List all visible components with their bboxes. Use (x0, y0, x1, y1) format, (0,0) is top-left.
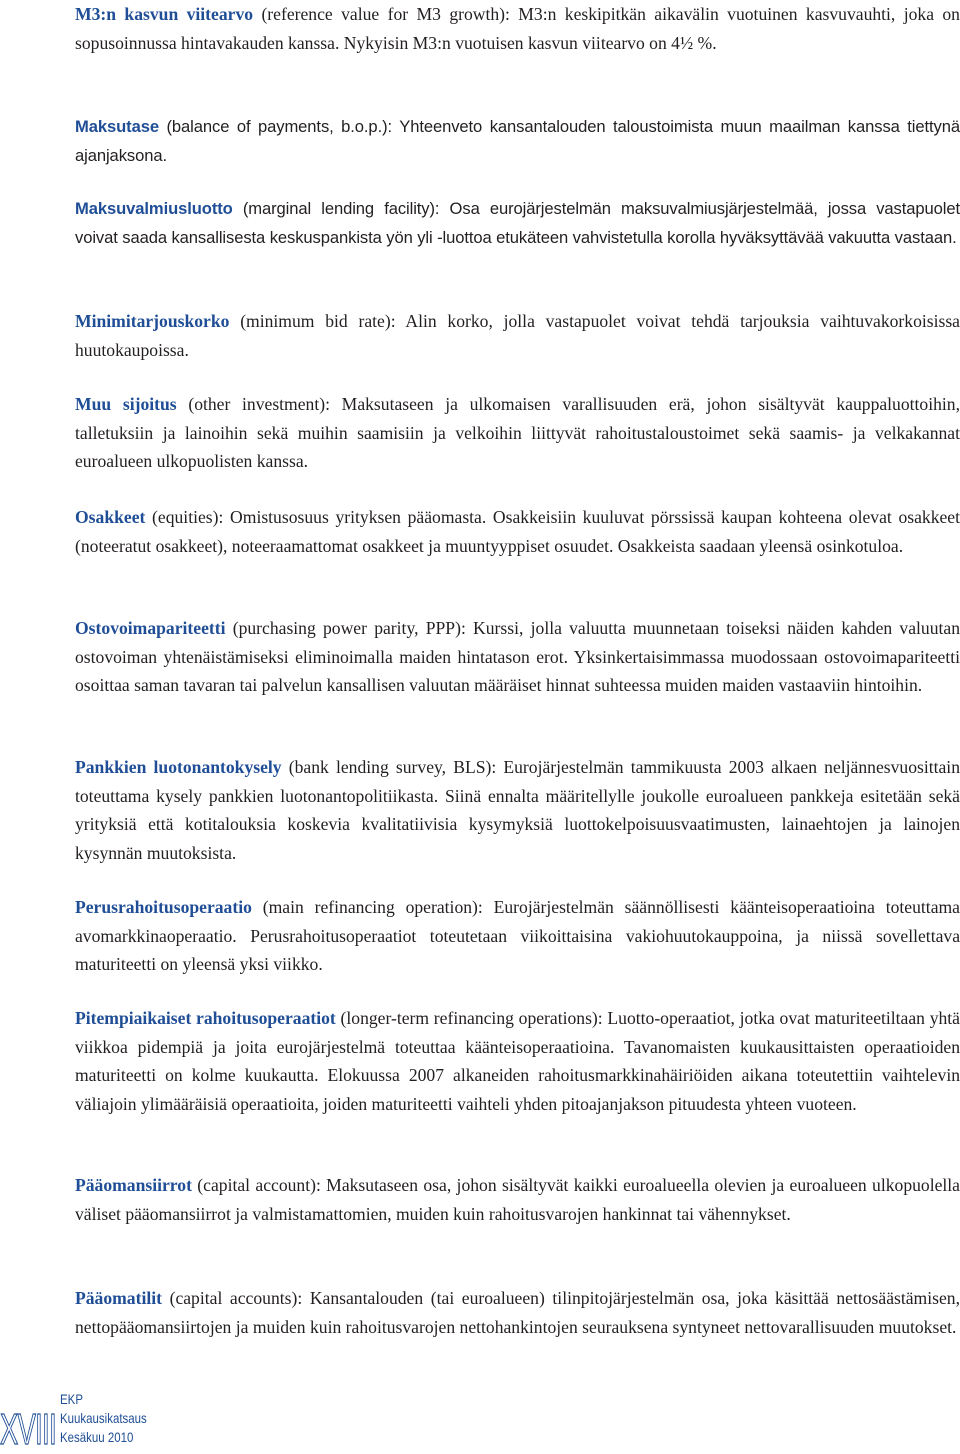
glossary-term: Muu sijoitus (75, 394, 177, 414)
glossary-definition: (capital accounts): Kansantalouden (tai euroalueen) tilinpitojärjestelmän osa, joka käsittää nettosäästämisen, nettopääomansiirtojen ja muiden kuin rahoitusvarojen nettohankintojen seurauksena syntyneet nettovarallisuuden muutokset. (75, 1288, 960, 1337)
glossary-term: Perusrahoitusoperaatio (75, 897, 252, 917)
glossary-definition: (other investment): Maksutaseen ja ulkomaisen varallisuuden erä, johon sisältyvät kauppaluottoihin, talletuksiin ja lainoihin sekä muihin saamisiin ja velkoihin liittyvät rahoitustaloustoimet sekä saamis- ja velkakannat euroalueen ulkopuolisten kanssa. (75, 394, 960, 471)
glossary-entry (75, 0, 960, 57)
page-number: XVIII (0, 1405, 57, 1454)
glossary-term: Pääomansiirrot (75, 1175, 192, 1195)
glossary-entry (75, 1171, 960, 1228)
glossary-definition: (marginal lending facility): Osa eurojärjestelmän maksuvalmiusjärjestelmää, jossa vastapuolet voivat saada kansallisesta keskuspankista yön yli -luottoa etukäteen vahvistetulla korolla hyväksyttävää vakuutta vastaan. (75, 199, 960, 247)
publication-info (60, 1390, 147, 1447)
glossary-definition: (equities): Omistusosuus yrityksen pääomasta. Osakkeisiin kuuluvat pörssissä kaupan kohteena olevat osakkeet (noteeratut osakkeet), noteeraamattomat osakkeet ja muuntyyppiset osuudet. Osakkeista saadaan yleensä osinkotuloa. (75, 507, 960, 556)
glossary-definition: (bank lending survey, BLS): Eurojärjestelmän tammikuusta 2003 alkaen neljännesvuosittain toteuttama kysely pankkien luotonantopolitiikasta. Siinä ennalta määritellylle joukolle euroalueen pankkeja esitetään sekä yrityksiä että kotitalouksia koskevia kvalitatiivisia kysymyksiä luottokelpoisuusvaatimusten, lainaehtojen ja lainojen kysynnän muutoksista. (75, 757, 960, 863)
glossary-entry (75, 614, 960, 700)
glossary-entry (75, 113, 960, 170)
glossary-term: Ostovoimapariteetti (75, 618, 226, 638)
glossary-entry (75, 195, 960, 252)
glossary-term: Osakkeet (75, 507, 146, 527)
glossary-term: Pääomatilit (75, 1288, 162, 1308)
glossary-entry (75, 1284, 960, 1341)
publication-title: Kuukausikatsaus (60, 1410, 147, 1426)
glossary-term: Minimitarjouskorko (75, 311, 230, 331)
glossary-entry (75, 390, 960, 476)
glossary-term: Pitempiaikaiset rahoitusoperaatiot (75, 1008, 336, 1028)
glossary-definition: (minimum bid rate): Alin korko, jolla vastapuolet voivat tehdä tarjouksia vaihtuvakorkoisissa huutokaupoissa. (75, 311, 960, 360)
glossary-entry (75, 753, 960, 867)
glossary-definition: (purchasing power parity, PPP): Kurssi, jolla valuutta muunnetaan toiseksi näiden kahden valuutan ostovoiman yhtenäistämiseksi eliminoimalla maiden hintatason erot. Yksinkertaisimmassa muodossaan ostovoimapariteetti osoittaa saman tavaran tai palvelun kansallisen valuutan määräiset hinnat suhteessa muiden maiden vastaaviin hintoihin. (75, 618, 960, 695)
glossary-definition: (balance of payments, b.o.p.): Yhteenveto kansantalouden taloustoimista muun maailman kanssa tiettynä ajanjaksona. (75, 117, 960, 165)
publication-issue: Kesäkuu 2010 (60, 1429, 134, 1445)
glossary-definition: (capital account): Maksutaseen osa, johon sisältyvät kaikki euroalueella olevien ja euroalueen ulkopuolella väliset pääomansiirrot ja valmistamattomien, muiden kuin rahoitusvarojen hankinnat tai vähennykset. (75, 1175, 960, 1224)
glossary-definition: (main refinancing operation): Eurojärjestelmän säännöllisesti käänteisoperaatioina toteuttama avomarkkinaoperaatio. Perusrahoitusoperaatiot toteutetaan viikoittaisina vakiohuutokauppoina, ja niissä sovellettava maturiteetti on yleensä yksi viikko. (75, 897, 960, 974)
publisher-name: EKP (60, 1391, 83, 1407)
glossary-entry (75, 1004, 960, 1118)
glossary-term: Pankkien luotonantokysely (75, 757, 282, 777)
glossary-term: M3:n kasvun viitearvo (75, 4, 254, 24)
glossary-definition: (reference value for M3 growth): M3:n keskipitkän aikavälin vuotuinen kasvuvauhti, joka on sopusoinnussa hintavakauden kanssa. Nykyisin M3:n vuotuisen kasvun viitearvo on 4½ %. (75, 4, 960, 53)
glossary-term: Maksutase (75, 117, 159, 136)
glossary-definition: (longer-term refinancing operations): Luotto-operaatiot, jotka ovat maturiteetiltaan yhtä viikkoa pidempiä ja joita eurojärjestelmä toteuttaa käänteisoperaatioina. Tavanomaisten kuukausittaisten operaatioiden maturiteetti on kolme kuukautta. Elokuussa 2007 alkaneiden rahoitusmarkkinahäiriöiden aikana toteutettiin vaihtelevin väliajoin ylimääräisiä operaatioita, joiden maturiteetti vaihteli yhden pitoajanjakson pituudesta yhteen vuoteen. (75, 1008, 960, 1114)
glossary-entry (75, 893, 960, 979)
glossary-term: Maksuvalmiusluotto (75, 199, 233, 218)
glossary-entry (75, 307, 960, 364)
glossary-entry (75, 503, 960, 560)
